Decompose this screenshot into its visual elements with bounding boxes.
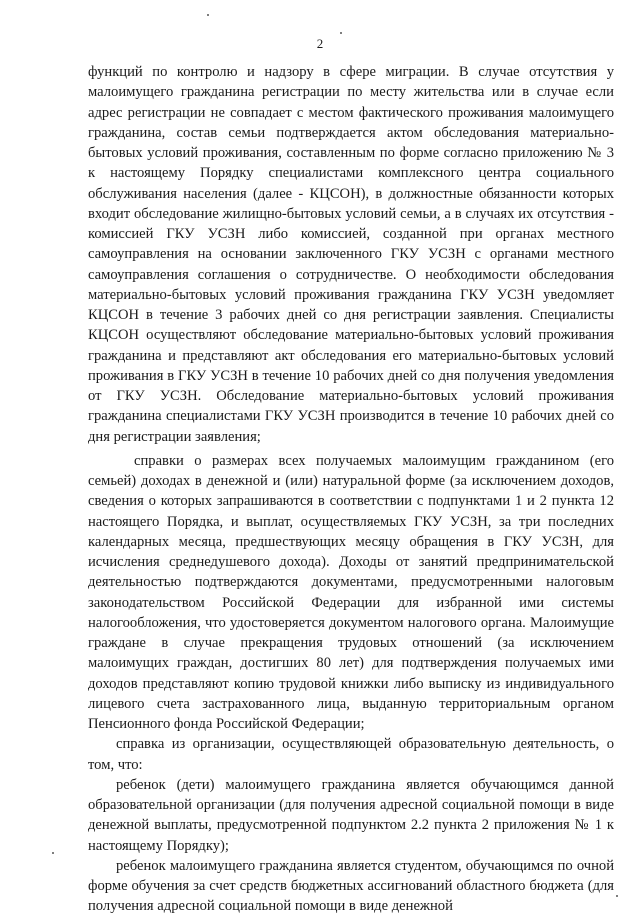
scan-speck (616, 895, 618, 897)
paragraph-education-certificate: справка из организации, осуществляющей образовательную деятельность, о том, что: (88, 736, 614, 773)
scan-speck (340, 32, 342, 34)
page-number: 2 (316, 36, 324, 51)
paragraph-child-student: ребенок (дети) малоимущего гражданина является обучающимся данной образовательной организации (для получения адресной социальной помощи в виде денежной выплаты, предусмотренной подпунктом 2.2 пункта 2 приложения № 1 к настоящему Порядку); (88, 776, 614, 854)
paragraph-income-certificates: справки о размерах всех получаемых малоимущим гражданином (его семьей) доходах в денежной и (или) натуральной форме (за исключением доходов, сведения о которых запрашиваются в соответствии с подпунктами 1 и 2 пункта 12 настоящего Порядка, и выплат, осуществляемых ГКУ УСЗН, за три последних календарных месяца, предшествующих месяцу обращения в ГКУ УСЗН, для исчисления среднедушевого дохода). Доходы от занятий предпринимательской деятельностью подтверждаются документами, предусмотренными налоговым законодательством Российской Федерации для избранной ими системы налогообложения, что удостоверяется документом налогового органа. Малоимущие граждане в случае прекращения трудовых отношений (за исключением малоимущих граждан, достигших 80 лет) для подтверждения получаемых ими доходов представляют копию трудовой книжки либо выписку из индивидуального лицевого счета застрахованного лица, выданную территориальным органом Пенсионного фонда Российской Федерации; (88, 452, 614, 732)
scan-speck (52, 852, 54, 854)
paragraph-housing-inspection: функций по контролю и надзору в сфере миграции. В случае отсутствия у малоимущего гражданина регистрации по месту жительства или в случае если адрес регистрации не совпадает с местом фактического проживания малоимущего гражданина, состав семьи подтверждается актом обследования материально-бытовых условий проживания, составленным по форме согласно приложению № 3 к настоящему Порядку специалистами комплексного центра социального обслуживания населения (далее - КЦСОН), в должностные обязанности которых входит обследование жилищно-бытовых условий семьи, а в случаях их отсутствия - комиссией ГКУ УСЗН либо комиссией, созданной при органах местного самоуправления на основании заключенного ГКУ УСЗН с органами местного самоуправления соглашения о сотрудничестве. О необходимости обследования материально-бытовых условий проживания гражданина ГКУ УСЗН уведомляет КЦСОН в течение 3 рабочих дней со дня регистрации заявления. Специалисты КЦСОН осуществляют обследование материально-бытовых условий проживания гражданина и представляют акт обследования его материально-бытовых условий проживания в ГКУ УСЗН в течение 10 рабочих дней со дня получения уведомления от ГКУ УСЗН. Обследование материально-бытовых условий проживания гражданина специалистами ГКУ УСЗН производится в течение 10 рабочих дней со дня регистрации заявления; (88, 64, 614, 445)
document-body (88, 62, 614, 917)
paragraph-child-university-student: ребенок малоимущего гражданина является студентом, обучающимся по очной форме обучения за счет средств бюджетных ассигнований областного бюджета (для получения адресной социальной помощи в виде денежной (88, 857, 614, 915)
scan-speck (207, 14, 209, 16)
